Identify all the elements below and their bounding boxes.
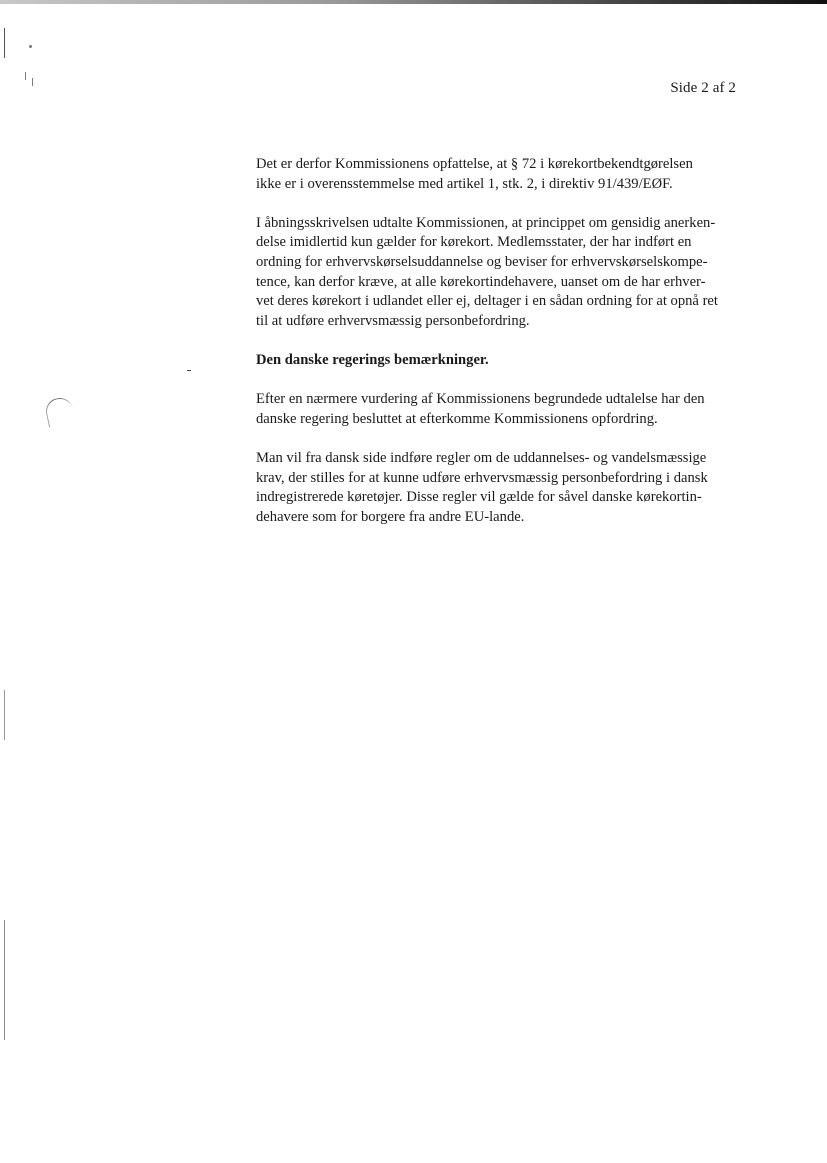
- text-line: krav, der stilles for at kunne udføre erhvervsmæssig personbefordring i dansk: [256, 469, 708, 486]
- text-line: I åbningsskrivelsen udtalte Kommissionen, at princippet om gensidig anerken-: [256, 214, 716, 231]
- punch-hole-mark: [43, 395, 75, 427]
- text-line: delse imidlertid kun gælder for kørekort. Medlemsstater, der har indført en: [256, 234, 692, 251]
- text-line: Det er derfor Kommissionens opfattelse, at § 72 i kørekortbekendtgørelsen: [256, 156, 693, 172]
- section-heading: Den danske regerings bemærkninger.: [256, 351, 489, 368]
- text-line: Man vil fra dansk side indføre regler om de uddannelses- og vandelsmæssige: [256, 449, 707, 466]
- scan-edge-mark: [4, 920, 5, 1040]
- text-line: dehavere som for borgere fra andre EU-lande.: [256, 508, 525, 525]
- scan-speck: [25, 72, 26, 80]
- paragraph: [256, 155, 746, 194]
- text-line: ikke er i overensstemmelse med artikel 1, stk. 2, i direktiv 91/439/EØF.: [256, 175, 673, 192]
- page-number: Side 2 af 2: [670, 80, 736, 96]
- scan-top-border: [0, 0, 827, 4]
- text-line: tence, kan derfor kræve, at alle kørekortindehavere, uanset om de har erhver-: [256, 273, 706, 290]
- scan-edge-mark: [4, 690, 5, 740]
- text-line: vet deres kørekort i udlandet eller ej, deltager i en sådan ordning for at opnå ret: [256, 293, 718, 310]
- text-line: danske regering besluttet at efterkomme Kommissionens opfordring.: [256, 410, 658, 427]
- document-body: [256, 155, 746, 547]
- scan-speck: [32, 78, 33, 86]
- paragraph: [256, 214, 746, 332]
- paragraph: [256, 390, 746, 429]
- scan-speck: [29, 45, 32, 48]
- scan-speck: [187, 370, 191, 371]
- scan-edge-mark: [4, 28, 5, 58]
- text-line: indregistrerede køretøjer. Disse regler vil gælde for såvel danske kørekortin-: [256, 489, 702, 506]
- text-line: ordning for erhvervskørselsuddannelse og beviser for erhvervskørselskompe-: [256, 253, 708, 270]
- paragraph: [256, 449, 746, 527]
- text-line: til at udføre erhvervsmæssig personbefordring.: [256, 312, 530, 329]
- text-line: Efter en nærmere vurdering af Kommissionens begrundede udtalelse har den: [256, 391, 705, 408]
